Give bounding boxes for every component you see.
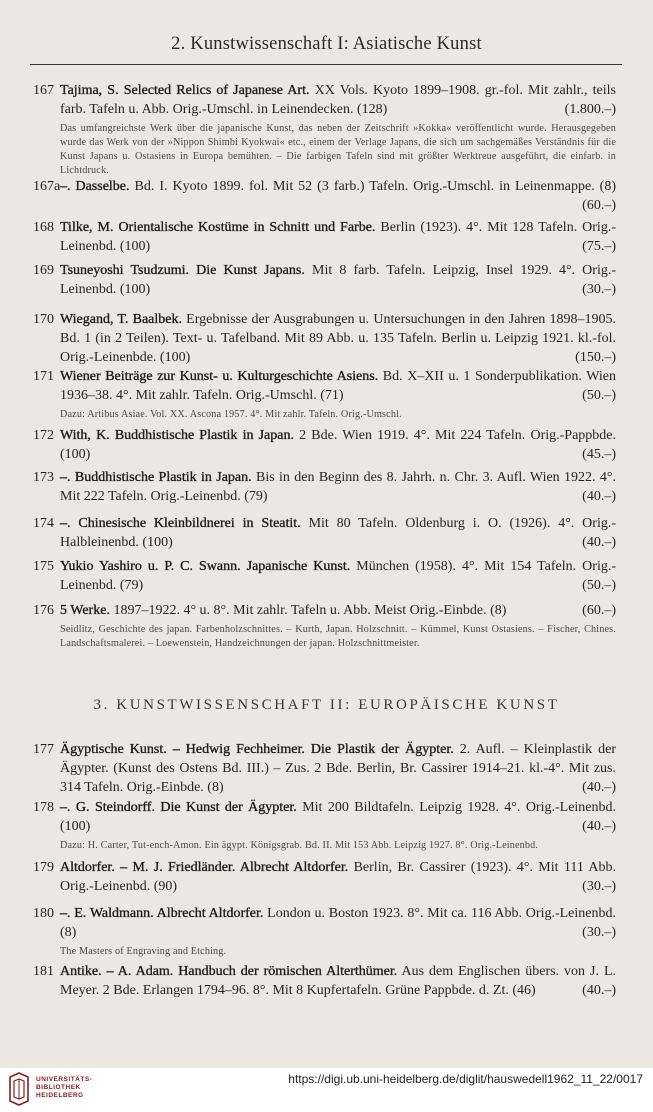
entry-text [60, 310, 616, 367]
entry-price: (30.–) [582, 879, 616, 894]
catalog-entry [33, 81, 616, 178]
entry-number: 175 [33, 559, 54, 574]
entry-number: 178 [33, 800, 54, 815]
header-rule [30, 64, 622, 65]
entry-title: Tajima, S. Selected Relics of Japanese Art. [60, 83, 310, 98]
entry-price: (40.–) [582, 489, 616, 504]
catalog-entry [33, 468, 616, 506]
library-name-line: BIBLIOTHEK [36, 1084, 81, 1091]
catalog-entry [33, 962, 616, 1000]
entry-text [60, 426, 616, 464]
entry-description: Mit 200 Bildtafeln. Leipzig 1928. 4°. Orig.-Leinenbd. (100) [60, 800, 617, 834]
entry-number: 177 [33, 742, 54, 757]
entry-description: Bis in den Beginn des 8. Jahrh. n. Chr. 3. Aufl. Wien 1922. 4°. Mit 222 Tafeln. Orig.-Leinenbd. (79) [60, 470, 616, 504]
entry-number: 174 [33, 516, 54, 531]
entry-price: (150.–) [575, 350, 616, 365]
entry-text [60, 740, 616, 797]
entry-number: 181 [33, 964, 54, 979]
entry-text [60, 904, 616, 942]
entry-price: (60.–) [582, 198, 616, 213]
catalog-entry [33, 740, 616, 797]
entry-title: –. Buddhistische Plastik in Japan. [60, 470, 252, 485]
catalog-entry [33, 310, 616, 367]
source-url[interactable]: https://digi.ub.uni-heidelberg.de/diglit/hauswedell1962_11_22/0017 [288, 1072, 643, 1086]
entry-price: (60.–) [582, 603, 616, 618]
entry-title: With, K. Buddhistische Plastik in Japan. [60, 428, 294, 443]
section-heading: 3. KUNSTWISSENSCHAFT II: EUROPÄISCHE KUNST [93, 697, 560, 713]
library-name-line: UNIVERSITÄTS- [36, 1076, 93, 1083]
catalog-entry [33, 514, 616, 552]
library-name-line: HEIDELBERG [36, 1092, 84, 1099]
catalog-entry [33, 904, 616, 959]
entry-text [60, 962, 616, 1000]
entry-text [60, 367, 616, 405]
entry-description: Mit 80 Tafeln. Oldenburg i. O. (1926). 4°. Orig.-Halbleinenbd. (100) [60, 516, 616, 550]
entry-description: 1897–1922. 4° u. 8°. Mit zahlr. Tafeln u. Abb. Meist Orig.-Einbde. (8) [109, 603, 507, 618]
entry-note: Das umfangreichste Werk über die japanische Kunst, das neben der Zeitschrift »Kokka« veröffentlicht wurde. Herausgegeben wurde das Werk von der »Nippon Shimbi Kyokwai« etc., einem der Verlage Japans, die sich um sachgemäßes Verständnis für die Kunst Japans u. Ostasiens in Europa bemühten. – Die farbigen Tafeln sind mit größter Werktreue ausgeführt, die einfarb. in Lichtdruck. [60, 123, 616, 176]
entry-title: –. E. Waldmann. Albrecht Altdorfer. [60, 906, 264, 921]
entry-note: Seidlitz, Geschichte des japan. Farbenholzschnittes. – Kurth, Japan. Holzschnitt. – Kümmel, Kunst Ostasiens. – Fischer, Chines. Landschaftsmalerei. – Loewenstein, Handzeichnungen der japan. Holzschnittmeister. [60, 624, 616, 649]
entry-title: Yukio Yashiro u. P. C. Swann. Japanische Kunst. [60, 559, 351, 574]
entry-title: Wiegand, T. Baalbek. [60, 312, 182, 327]
entry-number: 173 [33, 470, 54, 485]
entry-number: 179 [33, 860, 54, 875]
entry-title: –. G. Steindorff. Die Kunst der Ägypter. [60, 800, 297, 815]
entry-description: London u. Boston 1923. 8°. Mit ca. 116 Abb. Orig.-Leinenbd. (8) [60, 906, 616, 940]
entry-text [60, 177, 616, 215]
entry-price: (40.–) [582, 819, 616, 834]
entry-title: Tsuneyoshi Tsudzumi. Die Kunst Japans. [60, 263, 305, 278]
entry-description: Ergebnisse der Ausgrabungen u. Untersuchungen in den Jahren 1898–1905. Bd. 1 (in 2 Teilen). Text- u. Tafelband. Mit 89 Abb. u. 135 Tafeln. Berlin u. Leipzig 1921. kl.-fol. Orig.-Leinenbde. (100) [60, 312, 616, 365]
entry-number: 167a [33, 179, 61, 194]
entry-price: (45.–) [582, 447, 616, 462]
entry-text [60, 557, 616, 595]
catalog-entry [33, 261, 616, 299]
entry-note: Dazu: Artibus Asiae. Vol. XX. Ascona 1957. 4°. Mit zahlr. Tafeln. Orig.-Umschl. [60, 409, 402, 420]
entry-number: 180 [33, 906, 54, 921]
entry-text [60, 218, 616, 256]
entry-title: Altdorfer. – M. J. Friedländer. Albrecht Altdorfer. [60, 860, 349, 875]
entry-number: 171 [33, 369, 54, 384]
entry-title: –. Chinesische Kleinbildnerei in Steatit. [60, 516, 301, 531]
catalog-entry [33, 367, 616, 422]
catalog-entry [33, 557, 616, 595]
catalog-entry [33, 601, 616, 651]
entry-price: (50.–) [582, 388, 616, 403]
entry-note: The Masters of Engraving and Etching. [60, 946, 227, 957]
entry-number: 176 [33, 603, 54, 618]
entry-description: München (1958). 4°. Mit 154 Tafeln. Orig.-Leinenbd. (79) [60, 559, 616, 593]
entry-price: (40.–) [582, 983, 616, 998]
entry-description: XX Vols. Kyoto 1899–1908. gr.-fol. Mit zahlr., teils farb. Tafeln u. Abb. Orig.-Umschl. in Leinendecken. (128) [60, 83, 616, 117]
catalog-entry [33, 177, 616, 215]
catalog-entry [33, 798, 616, 853]
entry-description: Bd. I. Kyoto 1899. fol. Mit 52 (3 farb.) Tafeln. Orig.-Umschl. in Leinenmappe. (8) [129, 179, 617, 194]
library-logo-icon [8, 1071, 30, 1107]
entry-description: Berlin, Br. Cassirer (1923). 4°. Mit 111 Abb. Orig.-Leinenbd. (90) [60, 860, 616, 894]
entry-number: 172 [33, 428, 54, 443]
catalog-entry [33, 426, 616, 464]
entry-text [60, 798, 616, 836]
entry-description: Bd. X–XII u. 1 Sonderpublikation. Wien 1936–38. 4°. Mit zahlr. Tafeln. Orig.-Umschl. (71) [60, 369, 616, 403]
catalog-entry [33, 858, 616, 896]
entry-price: (1.800.–) [564, 102, 616, 117]
entry-description: Mit 8 farb. Tafeln. Leipzig, Insel 1929. 4°. Orig.-Leinenbd. (100) [60, 263, 617, 297]
entry-price: (30.–) [582, 925, 616, 940]
entry-number: 169 [33, 263, 54, 278]
entry-description: Aus dem Englischen übers. von J. L. Meyer. 2 Bde. Erlangen 1794–96. 8°. Mit 8 Kupfertafeln. Grüne Pappbde. d. Zt. (46) [60, 964, 616, 998]
entry-text [60, 261, 616, 299]
entry-title: Wiener Beiträge zur Kunst- u. Kulturgeschichte Asiens. [60, 369, 379, 384]
entry-description: Berlin (1923). 4°. Mit 128 Tafeln. Orig.-Leinenbd. (100) [60, 220, 616, 254]
entry-text [60, 81, 616, 119]
entry-title: 5 Werke. [60, 603, 110, 618]
entry-number: 167 [33, 83, 54, 98]
entry-text [60, 858, 616, 896]
entry-text [60, 601, 616, 620]
entry-description: 2. Aufl. – Kleinplastik der Ägypter. (Kunst des Ostens Bd. III.) – Zus. 2 Bde. Berlin, Br. Cassirer 1914–21. kl.-4°. Mit zus. 314 Tafeln. Orig.-Einbde. (8) [60, 742, 616, 795]
entry-price: (75.–) [582, 239, 616, 254]
entry-price: (40.–) [582, 780, 616, 795]
library-name [36, 1076, 92, 1100]
entry-title: Antike. – A. Adam. Handbuch der römischen Alterthümer. [60, 964, 398, 979]
entry-title: Tilke, M. Orientalische Kostüme in Schnitt und Farbe. [60, 220, 376, 235]
entry-text [60, 514, 616, 552]
catalog-entry [33, 218, 616, 256]
entry-text [60, 468, 616, 506]
page-header: 2. Kunstwissenschaft I: Asiatische Kunst [171, 34, 482, 54]
entry-title: –. Dasselbe. [60, 179, 130, 194]
entry-price: (30.–) [582, 282, 616, 297]
entry-number: 170 [33, 312, 54, 327]
entry-number: 168 [33, 220, 54, 235]
entry-title: Ägyptische Kunst. – Hedwig Fechheimer. Die Plastik der Ägypter. [60, 742, 454, 757]
entry-description: 2 Bde. Wien 1919. 4°. Mit 224 Tafeln. Orig.-Pappbde. (100) [60, 428, 616, 462]
entry-price: (50.–) [582, 578, 616, 593]
entry-note: Dazu: H. Carter, Tut-ench-Amon. Ein ägypt. Königsgrab. Bd. II. Mit 153 Abb. Leipzig 1927. 8°. Orig.-Leinenbd. [60, 840, 539, 851]
entry-price: (40.–) [582, 535, 616, 550]
